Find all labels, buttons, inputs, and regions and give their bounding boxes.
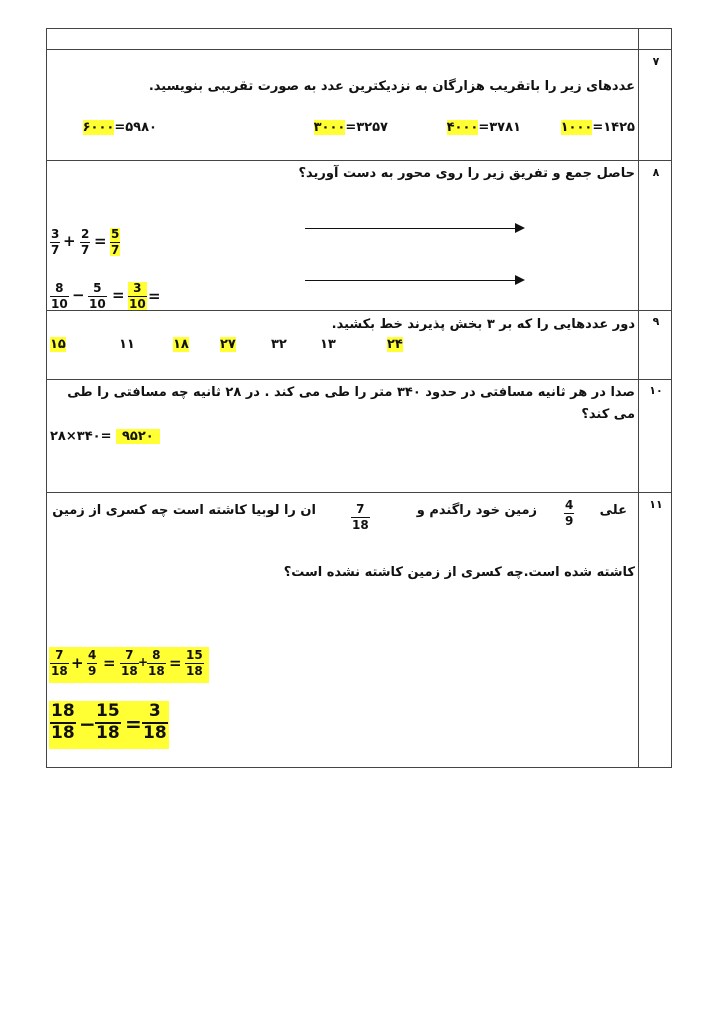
q7-item-2: ۴۰۰۰=۳۷۸۱ bbox=[446, 120, 521, 135]
question-number-10: ۱۰ bbox=[649, 384, 663, 397]
q8-eq2-frac-a: $\frac{8}{10}$ bbox=[51, 281, 68, 311]
q11-sum-equation bbox=[49, 647, 209, 683]
q8-eq2-minus: − bbox=[72, 286, 85, 304]
question-number-9: ۹ bbox=[652, 315, 660, 328]
q10-prompt-line1: صدا در هر ثانیه مسافتی در حدود ۳۴۰ متر را طی می کند . در ۲۸ ثانیه چه مسافتی را طی bbox=[67, 385, 635, 400]
q7-prompt: عددهای زیر را باتقریب هزارگان به نزدیکترین عدد به صورت تقریبی بنویسید. bbox=[148, 79, 635, 94]
q9-prompt: دور عددهایی را که بر ۳ بخش پذیرند خط بکشید. bbox=[331, 317, 635, 332]
q10-answer: ۹۵۲۰ bbox=[116, 429, 160, 444]
q11-sum-result: $\frac{15}{18}$ bbox=[186, 648, 203, 678]
q8-eq2-equals: = bbox=[112, 286, 125, 304]
q10-work: ۲۸×۳۴۰= ۹۵۲۰ bbox=[50, 429, 160, 444]
q11-diff-frac-b: $\frac{15}{18}$ bbox=[96, 701, 120, 743]
q8-eq2-result: $\frac{3}{10}$ bbox=[129, 281, 146, 311]
q11-diff-frac-a: $\frac{18}{18}$ bbox=[51, 701, 75, 743]
question-number-11: ۱۱ bbox=[649, 498, 663, 511]
q11-sum-frac-d: $\frac{8}{18}$ bbox=[148, 648, 165, 678]
q11-sum-equals-2: = bbox=[169, 654, 182, 672]
q8-eq1-result: $\frac{5}{7}$ bbox=[111, 227, 120, 257]
q11-diff-equation bbox=[49, 701, 169, 749]
q11-text-end: ان را لوبیا کاشته است چه کسری از زمین bbox=[52, 503, 316, 518]
q9-number-18: ۱۸ bbox=[173, 337, 189, 352]
worksheet-table bbox=[46, 28, 672, 768]
q9-number-27: ۲۷ bbox=[220, 337, 236, 352]
q11-sum-frac-a: $\frac{7}{18}$ bbox=[51, 648, 68, 678]
q11-sum-frac-b: $\frac{4}{9}$ bbox=[88, 648, 97, 678]
q11-sum-plus-2: + bbox=[138, 655, 149, 669]
q11-frac-7-18: $\frac{7}{18}$ bbox=[352, 502, 369, 532]
q7-item-3: ۳۰۰۰=۳۲۵۷ bbox=[313, 120, 388, 135]
q11-sum-frac-c: $\frac{7}{18}$ bbox=[121, 648, 138, 678]
number-column-divider bbox=[638, 29, 639, 767]
question-number-8: ۸ bbox=[652, 166, 660, 179]
row-divider bbox=[47, 379, 671, 380]
q9-number-32: ۳۲ bbox=[271, 337, 287, 352]
q11-frac-4-9: $\frac{4}{9}$ bbox=[565, 498, 574, 528]
q11-word-ali: علی bbox=[599, 503, 627, 518]
row-divider bbox=[47, 492, 671, 493]
q7-item-4: ۶۰۰۰=۵۹۸۰ bbox=[82, 120, 157, 135]
q8-eq1-frac-b: $\frac{2}{7}$ bbox=[81, 227, 90, 257]
number-line-arrow-2 bbox=[305, 280, 523, 281]
q8-eq2-trailing-equals: = bbox=[148, 287, 161, 305]
row-divider bbox=[47, 160, 671, 161]
q8-eq1-equals: = bbox=[94, 232, 107, 250]
q8-eq1-frac-a: $\frac{3}{7}$ bbox=[51, 227, 60, 257]
q10-prompt-line2: می کند؟ bbox=[581, 407, 635, 422]
q11-sum-equals-1: = bbox=[103, 654, 116, 672]
q11-line2: کاشته شده است.چه کسری از زمین کاشته نشده است؟ bbox=[283, 565, 635, 580]
row-divider bbox=[47, 49, 671, 50]
q9-number-24: ۲۴ bbox=[387, 337, 403, 352]
q9-number-11: ۱۱ bbox=[119, 337, 135, 352]
q11-text-mid: زمین خود راگندم و bbox=[416, 503, 537, 518]
number-line-arrow-1 bbox=[305, 228, 523, 229]
q11-sum-plus: + bbox=[71, 654, 84, 672]
question-number-7: ۷ bbox=[652, 55, 660, 68]
q7-item-1: ۱۰۰۰=۱۴۲۵ bbox=[560, 120, 635, 135]
q9-number-13: ۱۳ bbox=[320, 337, 336, 352]
q11-diff-minus: − bbox=[79, 712, 96, 736]
q8-prompt: حاصل جمع و تفریق زیر را روی محور به دست آورید؟ bbox=[298, 166, 635, 181]
q9-number-15: ۱۵ bbox=[50, 337, 66, 352]
q8-eq1-plus: + bbox=[63, 232, 76, 250]
q11-diff-result: $\frac{3}{18}$ bbox=[143, 701, 167, 743]
q8-eq2-frac-b: $\frac{5}{10}$ bbox=[89, 281, 106, 311]
q11-diff-equals: = bbox=[125, 712, 142, 736]
